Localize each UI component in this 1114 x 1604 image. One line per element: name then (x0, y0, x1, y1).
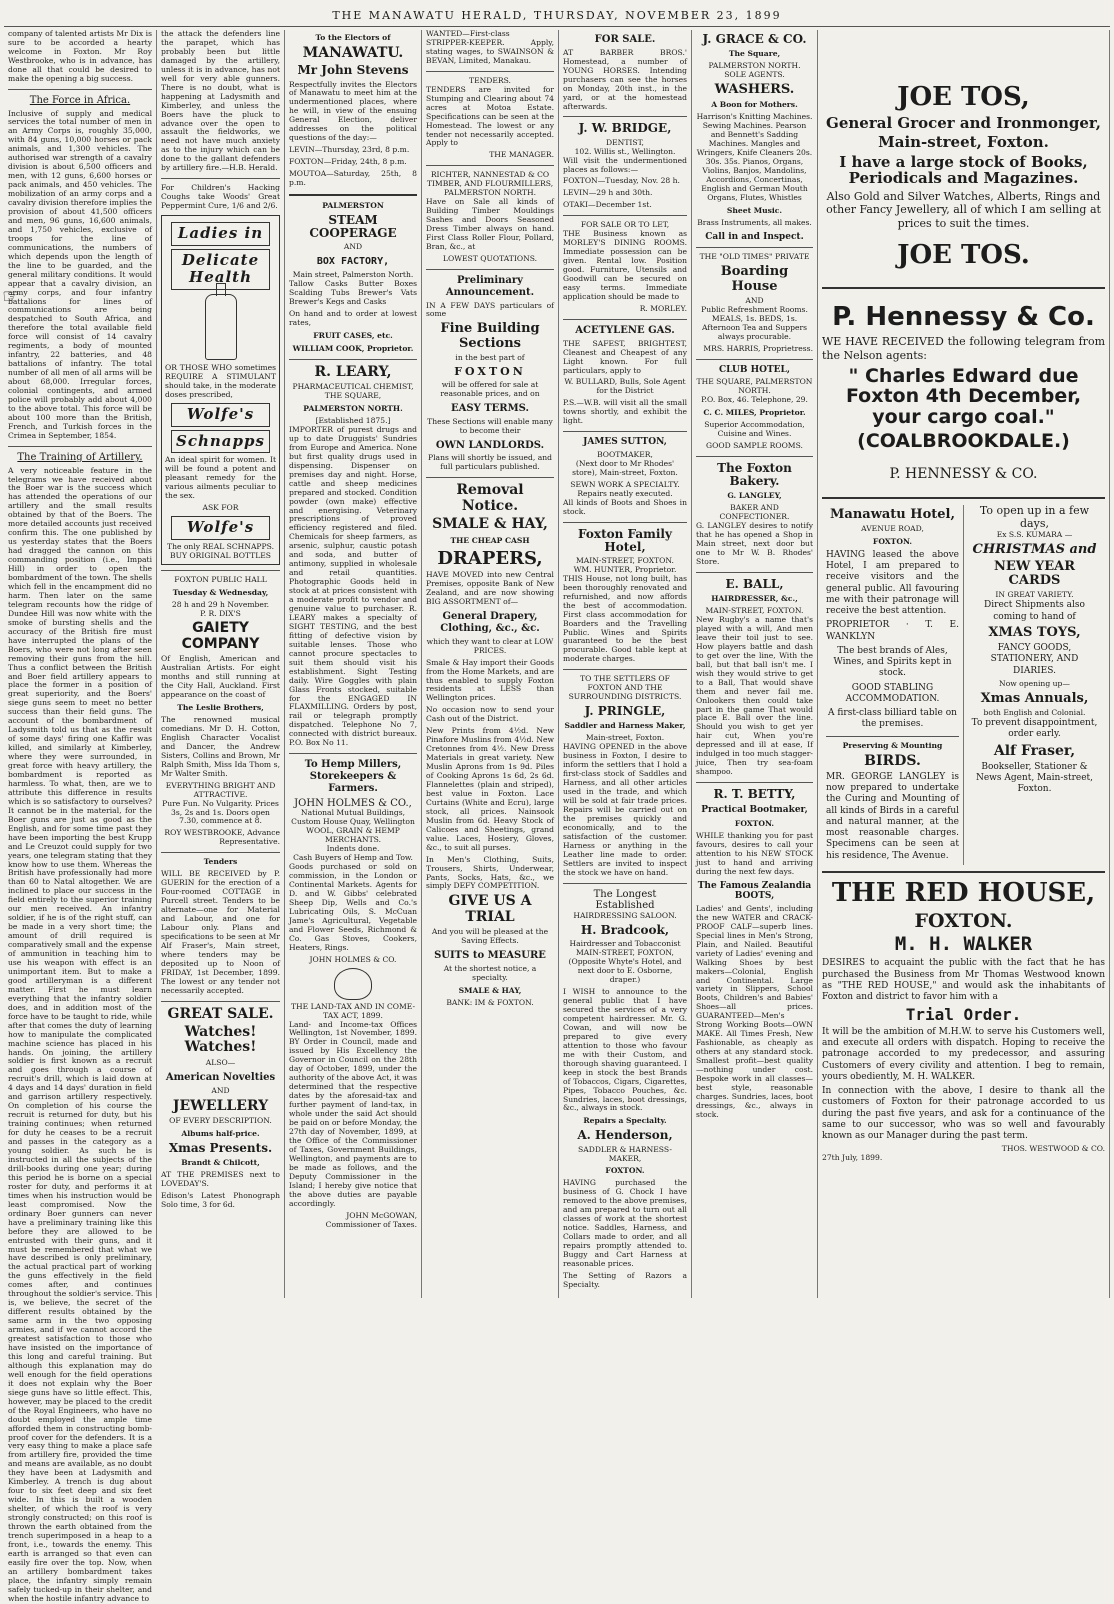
fraser-ad (964, 505, 1105, 865)
betty-foxton: FOXTON. (734, 818, 775, 828)
artillery-heading: The Training of Artillery. (17, 451, 143, 463)
easy-terms: EASY TERMS. (450, 402, 529, 414)
ask-for: ASK FOR (202, 503, 239, 513)
removal-notice: Removal Notice. (456, 482, 524, 514)
holmes-address: National Mutual Buildings, Custom House Quay, Wellington (291, 808, 415, 827)
brandt-chilcott: Brandt & Chilcott, (181, 1157, 260, 1167)
acetylene-text: THE SAFEST, BRIGHTEST, Cleanest and Cheapest of any Light known. For full particulars, apply to (563, 338, 687, 375)
manawatu-hotel-ad (822, 505, 964, 865)
hennessy-2: P. HENNESSY & CO. (889, 466, 1038, 483)
hennessy: P. Hennessy & Co. (832, 302, 1095, 333)
watches: Watches! Watches! (184, 1024, 257, 1056)
only-real-schnapps: The only REAL SCHNAPPS. (167, 541, 274, 551)
sheet-music: Sheet Music. (726, 205, 783, 215)
no-occasion: No occasion now to send your Cash out of the District. (426, 705, 554, 724)
razors: The Setting of Razors a Specialty. (563, 1270, 687, 1289)
foxton-bakery: The Foxton Bakery. (717, 460, 792, 489)
great-variety: IN GREAT VARIETY. (995, 590, 1074, 600)
repairs-neatly: Repairs neatly executed. (577, 488, 673, 498)
indents: Indents done. (326, 844, 380, 854)
american-novelties: American Novelties (165, 1071, 276, 1083)
gaiety-company: GAIETY COMPANY (181, 620, 260, 652)
albums: Albums half-price. (181, 1128, 260, 1138)
now-opening: Now opening up— (999, 678, 1070, 688)
telegram: WE HAVE RECEIVED the following telegram from the Nelson agents: (822, 335, 1105, 362)
bootmaker: BOOTMAKER, (597, 449, 653, 459)
sole-agents: SOLE AGENTS. (724, 70, 785, 80)
dentist-visits: Will visit the undermentioned places as follows:— (563, 155, 687, 174)
longest: The Longest Established (593, 888, 657, 912)
boon-mothers: A Boon for Mothers. (711, 100, 798, 110)
leary-text: IMPORTER of purest drugs and up to date Druggists' Sundries from Europe and America. None but first quality drugs used in dispensing. Dispenser on premises day and night. Horse, cattle and sheep medicines prepared and stocked. Condition powder (own make) effective and energising. Veterinary prescriptions of proved efficiency registered and filed. Chemicals for sheep farmers, as arsenic, sulphur, caustic potash and soda, and butter of antimony, supplied in wholesale and retail quantities. Photographic Goods held in stock at at prices consistent with a moderate profit to vendor and genuine value to purchaser. R. LEARY makes a specialty of SIGHT TESTING, and the best fitting of defective vision by suitable lenses. Those who cannot procure spectacles to suit them should visit his establishment. Sight Testing daily. Wire Goggles with plain Glass Fronts stocked, suitable for the ENGAGED IN FLAXMILLING. Orders by post, rail or telegraph promptly dispatched. Telephone No 7, connected with district bureaux. P.O. Box No 11. (289, 424, 417, 748)
william-cook: WILLIAM COOK, Proprietor. (292, 343, 414, 353)
wanted-ad: WANTED—First-class STRIPPER-KEEPER. Apply, stating wages, to SWAINSON & BEVAN, Limited, Manakau. (426, 29, 554, 65)
baker: BAKER AND CONFECTIONER. (719, 503, 790, 522)
hotel-address: MAIN-STREET, FOXTON. (576, 555, 674, 565)
every-description: OF EVERY DESCRIPTION. (169, 1115, 272, 1125)
fruit-cases: FRUIT CASES, etc. (313, 330, 393, 340)
column-7 (818, 30, 1110, 1298)
and-word: AND (211, 1085, 230, 1095)
john-holmes: JOHN HOLMES & CO., (294, 797, 412, 809)
club-address: THE SQUARE, PALMERSTON NORTH. (696, 377, 813, 396)
tax-text: Land- and Income-tax Offices Wellington, 1st November, 1899. BY Order in Council, made and issued by His Excellency the Governor in Council on the 28th day of October, 1899, under the authority of the above Act, it was determined that the respective dates by the aforesaid-tax and further payment of land-tax, in whole under the said Act should be paid on or before Monday, the 27th day of November, 1899, at the Office of the Commissioner of Taxes, Government Buildings, Wellington, and payments are to be made as follows, and the Deputy Commissioner in the Island; I hereby give notice that the above duties are payable accordingly. (289, 1019, 417, 1208)
box-factory: BOX FACTORY, (316, 256, 390, 268)
stevens-text: Respectfully invites the Electors of Manawatu to meet him at the undermentioned places, where he will, in view of the ensuing General Election, deliver addresses on the political questions of the day:— (289, 79, 417, 143)
sample-rooms: GOOD SAMPLE ROOMS. (706, 440, 803, 450)
bridge: J. W. BRIDGE, (578, 121, 672, 136)
lowest-quotations: LOWEST QUOTATIONS. (442, 253, 538, 263)
pointing-hand-icon: ☞ (2, 284, 20, 308)
joe-tos: JOE TOS, (897, 82, 1030, 112)
coat-of-arms-icon (334, 968, 372, 1000)
established: [Established 1875.] (315, 415, 391, 425)
levin-meeting: LEVIN—Thursday, 23rd, 8 p.m. (289, 145, 410, 155)
ball-hairdresser: HAIRDRESSER, &c., (711, 594, 798, 604)
artillery-text: A very noticeable feature in the telegrams we have received about the Boer war is the success which has attended the operations of our artillery and the small results obtained by that of the Boers. The more detailed accounts just received confirm this. The one published by us yesterday states that the Boers had dragged the cannon on this commanding position (i.e., Impati Hill) in order to open the bombardment of the town. The shells which fell in the encampment did no harm. Then later on the same telegram recounts how the ridge of Dundee Hill was now white with the smoke of bursting shells and the accuracy of the British fire must have interrupted the plans of the Boers, who were not long after seen removing their guns from the hill. Thus a conflict between the British and Boer field artillery appears to place the former in a position of great superiority, and the Boers' siege guns seem to meet no better success than their field guns. The account of the bombardment of Ladysmith told us that as the result of some days' firing one Kaffir was killed, and similarly at Kimberley, where they were surrounded, in great force with heavy artillery, the bombardment is reported as harmless. To what, then, are we to attribute this difference in results which is so satisfactory to ourselves? It cannot be in the material, for the Boer guns are just as good as the English, and for some time past they have been importing the best Krupp and Le Creuzot could supply for two years, one telegram stating that they know how to use them. Whereas the British have professionally had more than 60 to Natal altogether. We are inclined to place our success in the field entirely to the superior training our men received. An infantry soldier, if he is of the right stuff, can be made in a very short time; the amount of drill required is comparatively small and the expense of ammunition in teaching him to use his weapon with effect is an unimportant item. But to make a good artilleryman is a different matter. First he must learn everything that the infantry soldier does, and in addition most of the force have to be taught to ride, while after that comes the duty of learning how to manipulate the complicated machine science has placed in his hands. On joining, the artillery soldier is first known as a recruit and goes through a course of recruit's drill, which is laid down at 4 days and 14 days' duration in field and garrison artillery respectively. On completion of his course the recruit is returned for duty, but his training continues; when returned for duty he ceases to be a recruit and passes in the category as a young soldier. As such he is instructed in all the subjects of the drill-books during one year; during this period he is borne on a special roster for duty, and performs it at times when his instruction would be least compromised. Now the ordinary Boer gunners can never have a preliminary training like this before they are allowed to be entrusted with their guns, and it must be remembered that what we have described is only preliminary, the actual practical part of working the guns effectively in the field comes after, and continues throughout the soldier's service. This is, we believe, the secret of the different results obtained by the same arm in the two opposing armies, and if we cannot accord the greatest satisfaction to those who have insisted on the importance of this long and careful training. But although this explanation may do well enough for the field operations it does not explain why the Boer siege guns have so little effect. This, however, may be placed to the credit of the Royal Engineers, who have no doubt employed the ample time afforded them in constructing bomb-proof cover for the defenders. It is a very easy thing to make a place safe from artillery fire, provided the time and means are available, as no doubt they have been at Ladysmith and Kimberley. A trench is dug about four to six feet deep and six feet wide. In this is built a wooden shelter, of which the roof is very strongly constructed; on this roof is thrown the earth obtained from the trench superimposed in a heap to a front, i.e., towards the enemy. This earth is arranged so that even can easily fire over the top. Now, when an artillery bombardment takes place, the infantry simply remain safely tucked-up in their shelter, and when the hostile infantry advance to (8, 465, 152, 1603)
wolfes-logo: Wolfe's (171, 516, 270, 540)
george-langley: MR. GEORGE LANGLEY is now prepared to undertake the Curing and Mounting of all kinds of Birds in a careful and natural manner, at the most reasonable charges. Specimens can be seen at his residence, The Avenue. (826, 771, 959, 861)
fancy-goods: FANCY GOODS, STATIONERY, AND DIARIES. (990, 643, 1079, 676)
manawatu: MANAWATU. (302, 44, 404, 61)
few-days: IN A FEW DAYS particulars of some (426, 300, 554, 319)
great-sale: GREAT SALE. (167, 1005, 274, 1022)
offered-for-sale: will be offered for sale at reasonable prices, and on (440, 380, 540, 399)
dentist-levin: LEVIN—29 h and 30th. (563, 188, 653, 198)
saddler: Saddler and Harness Maker, (564, 721, 686, 731)
original-bottles: BUY ORIGINAL BOTTLES (169, 550, 271, 560)
trial-order: Trial Order. (905, 1005, 1022, 1025)
ambition-text: It will be the ambition of M.H.W. to serve his Customers well, and execute all orders with dispatch. Hoping to receive the patronage accorded to my predecessor, and assuring Customers of every civility and attention. I beg to remain, yours obediently, M. H. WALKER. (822, 1026, 1105, 1082)
mens-clothing: In Men's Clothing, Suits, Trousers, Shirts, Underwear, Pants, Socks, Hats, &c., we simply DEFY COMPETITION. (426, 854, 554, 891)
column-6 (692, 30, 818, 1298)
pringle-text: HAVING OPENED in the above business in Foxton, I desire to inform the settlers that I hold a first-class stock of Saddles and Harness, and all other articles used in the trade, and which will be sold at fair trade prices. Repairs will be carried out on the premises quickly and economically, and to the satisfaction of the customer. Harness or anything in the Leather line made to order. Settlers are invited to inspect the stock we have on hand. (563, 742, 687, 877)
best-brands: The best brands of Ales, Wines, and Spirits kept in stock. (833, 645, 952, 679)
richter: RICHTER, NANNESTAD & CO TIMBER, AND FLOURMILLERS, (426, 170, 554, 189)
john-stevens: Mr John Stevens (297, 63, 409, 78)
column-2 (157, 30, 285, 1298)
hotel-text: THIS House, not long built, has been thoroughly renovated and refurnished, and now affords the best of accommodation. First class accommodation for Boarders and the Travelling Public. Wines and Spirits guaranteed to be the best procurable. Good table kept at moderate charges. (563, 573, 687, 664)
old-times: THE "OLD TIMES" PRIVATE (699, 252, 810, 262)
stumping-tender: TENDERS are invited for Stumping and Clearing about 74 acres at Motoa Estate. Specifications can be seen at the Homestead. The lowest or any tender not necessarily accepted. Apply to (426, 84, 554, 148)
refreshment: Public Refreshment Rooms. (701, 304, 808, 314)
cooperage-products: Tallow Casks Butter Boxes Scalding Tubs Brewer's Vats Brewer's Kegs and Casks (289, 279, 417, 306)
steam-cooperage: STEAM COOPERAGE (309, 212, 397, 241)
shortest-notice: At the shortest notice, a specialty. (443, 963, 537, 982)
moutoa-meeting: MOUTOA—Saturday, 25th, 8 p.m. (289, 169, 417, 188)
new-prints: New Prints from 4½d. New Pinafore Muslins from 4½d. New Cretonnes from 4½. New Dress Materials in great variety. New Muslin Aprons from 1s 9d. Piles of Cooking Aprons 1s 6d, 2s 6d. Flannelettes (plain and striped), best value in Foxton. Lace Curtains (White and Ecru), large stock, all prices. Nainsook Muslin from 6d. Heavy Stock of Calicoes and Sheetings, grand value. Laces, Hosiery, Gloves, &c., to suit all purses. (426, 726, 554, 852)
machines: Harrison's Knitting Machines. Sewing Machines. Pearson and Bennett's Sadding Machines. Mangles and Wringers, Knife Cleaners 20s. 30s. 35s. Pianos, Organs, Violins, Banjos, Mandolins, Accordions, Concertinas, English and German Mouth Organs, Flutes, Whistles (696, 112, 813, 202)
column-4 (422, 30, 559, 1298)
xmas-toys: XMAS TOYS, (988, 624, 1081, 640)
artillery-continued: the attack the defenders line the parapet, which has probably been but little damaged by the artillery, unless it is in advance, has not well for very able gunners. There is no doubt, what is happening at Ladysmith and Kimberley, and unless the Boers have the pluck to advance over the open to assault the fieldworks, we need not have much anxiety as to the injury which can be done to the gallant defenders by artillery fire.—H.B. Herald. (161, 29, 280, 173)
schnapps-heading: Schnapps (171, 430, 270, 454)
palmerston: PALMERSTON (322, 201, 384, 211)
club-hotel: CLUB HOTEL, (719, 364, 790, 375)
morley-text: THE Business known as MORLEY'S DINING ROOMS. Immediate possession can be given. Rental low. Position good. Furniture, Utensils and Goodwill can be secured on easy terms. Immediate application should be made to (563, 229, 687, 301)
give-trial: GIVE US A TRIAL (448, 893, 532, 925)
show-prices: Pure Fun. No Vulgarity. Prices 3s, 2s and 1s. Doors open 7.30, commence at 8. (162, 798, 279, 826)
building-sections: Fine Building Sections (440, 321, 540, 351)
stabling: GOOD STABLING ACCOMMODATION. (845, 682, 940, 704)
sutton: JAMES SUTTON, (583, 437, 667, 448)
betty-text: WHILE thanking you for past favours, desires to call your attention to his NEW STOCK just to hand and arriving during the next few days. (696, 830, 813, 876)
saddler-2: SADDLER & HARNESS-MAKER, (578, 1144, 672, 1163)
coalbrookdale: (COALBROOKDALE.) (857, 430, 1070, 453)
willis-st: 102. Willis st., Wellington. (574, 146, 676, 156)
delicate-health-heading: Delicate Health (171, 249, 270, 290)
ideal-spirit-text: An ideal spirit for women. It will be found a potent and pleasant remedy for the various ailments peculiar to the sex. (165, 455, 276, 501)
tax-act: THE LAND-TAX AND IN COME-TAX ACT, 1899. (290, 1001, 416, 1020)
masthead (4, 4, 1110, 27)
column-5 (559, 30, 692, 1298)
stimulant-text: OR THOSE WHO sometimes REQUIRE A STIMULANT should take, in the moderate doses prescribed, (165, 363, 276, 400)
preliminary: Preliminary Announcement. (445, 274, 535, 298)
pringle: J. PRINGLE, (584, 704, 666, 719)
edison: Edison's Latest Phonograph Solo time, 3 for 6d. (161, 1190, 280, 1209)
everything-bright: EVERYTHING BRIGHT AND ATTRACTIVE. (165, 780, 276, 799)
joe-tos-2: JOE TOS. (897, 239, 1030, 270)
suits-to-measure: SUITS to MEASURE (434, 950, 546, 962)
hairdresser: Hairdresser and Tobacconist (569, 939, 681, 949)
avenue-road: AVENUE ROAD, (861, 523, 924, 533)
holmes-sign: JOHN HOLMES & CO. (309, 954, 397, 964)
bookseller: Bookseller, Stationer & News Agent, Main-street, Foxton. (975, 761, 1094, 795)
bradcook: H. Bradcook, (580, 923, 670, 938)
christmas-cards: CHRISTMAS and (972, 541, 1097, 557)
grocer: General Grocer and Ironmonger, (826, 113, 1101, 132)
afternoon-tea: Afternoon Tea and Suppers always procurable. (701, 322, 808, 341)
call-inspect: Call in and Inspect. (705, 231, 804, 242)
acetylene: ACETYLENE GAS. (575, 324, 675, 336)
bradcook-text: I WISH to announce to the general public that I have secured the services of a very competent hairdresser. Mr. G. Cowan, and will now be prepared to give every attention to those who favour me with their Custom, and thorough shaving guaranteed. I keep in stock the best Brands of Tobaccos, Cigars, Cigarettes, Pipes, Tobacco Pouches, &c. Sundries, laces, boot dressings, &c., always in stock. (563, 987, 687, 1113)
saloon: HAIRDRESSING SALOON. (573, 911, 677, 921)
show-dates: 28 h and 29 h November. (171, 599, 270, 609)
family-hotel: Foxton Family Hotel, (578, 526, 672, 554)
zealandia-text: Ladies' and Gents', including the new WATER and CRACK-PROOF CALF—superb lines. Special lines in Men's Strong, Plain, and Nailed. Beautiful variety of Ladies' evening and Walking Shoes by best makers—Colonial, English and Continental. Large variety in Slippers, School Boots, Children's and Babies' Shoes—all prices. GUARANTEED—Men's Strong Working Boots—OWN MAKE. All Times Fresh, New Fashionable, as cheaply as others at any standard stock. Smallest profit—best quality—nothing under cost. Bespoke work in all classes—best style, reasonable charges. Sundries, laces, boot dressings, &c., always in stock. (696, 903, 813, 1119)
richter-pn: PALMERSTON NORTH. (443, 188, 537, 198)
thanks-text: In connection with the above, I desire to thank all the customers of Foxton for their patronage accorded to us during the past five years, and ask for a continuance of the same to our successor, who was so well and favourably known as our Manager during the past term. (822, 1086, 1105, 1142)
masthead-title: THE MANAWATU HERALD, THURSDAY, NOVEMBER 23, 1899 (332, 8, 782, 22)
birds: BIRDS. (864, 752, 921, 769)
watches-jewellery: Also Gold and Silver Watches, Alberts, Rings and other Fancy Jewellery, all of which I am selling at prices to suit the times. (826, 189, 1101, 231)
holmes-goods: Goods purchased or sold on commission, in the London or Continental Markets. Agents for D. and W. Gibbs' celebrated Sheep Dip, Wells and Co.'s Lubricating Oils, S. McCuan Jame's Agricultural, Vegetable and Flower Seeds, Richmond & Co. Gas Stoves, Cookers, Heaters, Rings. (289, 862, 417, 952)
leary-pn: PALMERSTON NORTH. (303, 404, 403, 414)
the-manager: THE MANAGER. (489, 150, 554, 160)
kumara: Ex S.S. KUMARA — (996, 529, 1073, 539)
cough-notice: For Children's Hacking Coughs take Woods' Great Peppermint Cure, 1/6 and 2/6. (161, 183, 280, 211)
hotel-foxton: FOXTON. (872, 536, 913, 546)
saving-effects: And you will be pleased at the Saving Effects. (431, 927, 549, 946)
henderson: A. Henderson, (577, 1128, 673, 1143)
cheap-cash: THE CHEAP CASH (450, 535, 530, 545)
superior: Superior Accommodation, Cuisine and Wines. (704, 420, 805, 438)
meals: MEALS, 1s. BEDS, 1s. (711, 313, 798, 323)
smale-hay: SMALE & HAY, (432, 516, 548, 533)
westwood: THOS. WESTWOOD & CO. (1001, 1144, 1105, 1154)
joe-main-street: Main-street, Foxton. (878, 133, 1049, 152)
foxton-meeting: FOXTON—Friday, 24th, 8 p.m. (289, 157, 407, 167)
jewellery: JEWELLERY (172, 1097, 269, 1114)
leslie-text: The renowned musical comedians. Mr D. H. Cotton, English Character Vocalist and Dancer, the Andrew Sisters, Collins and Brown, Mr Ralph Smith, Miss Ida Thom s, Mr Walter Smith. (161, 714, 280, 778)
moved-text: HAVE MOVED into new Central Premises, opposite Bank of New Zealand, and are now showing BIG ASSORTMENT of— (426, 570, 554, 607)
sale-or-let: FOR SALE OR TO LET, (580, 220, 670, 230)
preserving: Preserving & Mounting (842, 740, 943, 750)
repairs-specialty: Repairs a Specialty. (583, 1116, 667, 1126)
manawatu-hotel: Manawatu Hotel, (830, 506, 955, 522)
general-drapery: General Drapery, Clothing, &c., &c. (440, 611, 540, 634)
langley-text: G. LANGLEY desires to notify that he has opened a Shop in Main street, next door but one to Mr W. B. Rhodes' Store. (696, 521, 813, 566)
bradcook-address: MAIN-STREET, FOXTON, (Opposite Whyte's Hotel, and next door to E. Osborne, draper.) (568, 948, 682, 985)
barber-horses: AT BARBER BROS.' Homestead, a number of YOUNG HORSES. Intending purchasers can see the horses on Monday, 20th inst., in the yard, or at the homestead afterwards. (563, 47, 687, 111)
own-landlords: OWN LANDLORDS. (435, 439, 545, 451)
xmas-presents: Xmas Presents. (168, 1140, 273, 1155)
westwood-date: 27th July, 1899. (822, 1153, 883, 1163)
grace-square: The Square, (728, 49, 781, 59)
wanklyn: PROPRIETOR · T. E. WANKLYN (826, 620, 959, 642)
gaiety-text: Of English, American and Australian Artists. For eight months and still running at the City Hall, Auckland. First appearance on the coast of (161, 654, 280, 700)
english-colonial: both English and Colonial. (983, 708, 1086, 718)
ball-address: MAIN-STREET, FOXTON. (705, 606, 804, 616)
red-house-foxton: FOXTON. (914, 909, 1013, 932)
alf-fraser: Alf Fraser, (993, 742, 1076, 759)
leased-text: HAVING leased the above Hotel, I am prepared to receive visitors and the general public. All favouring me with their patronage will receive the best attention. (826, 549, 959, 617)
grace-pn: PALMERSTON NORTH. (708, 61, 801, 71)
schnapps-bottle-icon (205, 294, 237, 360)
grace: J. GRACE & CO. (702, 32, 807, 46)
club-box: P.O. Box, 46. Telephone, 29. (701, 395, 808, 405)
column-1 (2, 29, 157, 1603)
sutton-address: (Next door to Mr Rhodes' store), Main-street, Foxton. (572, 458, 678, 477)
and-word-3: AND (745, 295, 764, 305)
chemist: PHARMACEUTICAL CHEMIST, (292, 382, 414, 392)
new-year-cards: NEW YEAR CARDS (994, 558, 1075, 589)
order-early: To prevent disappointment, order early. (971, 718, 1098, 740)
schnapps-ad (161, 215, 280, 565)
bullard: W. BULLARD, Bulls, Sole Agent for the District (564, 377, 686, 396)
westbrooke: ROY WESTBROOKE, Advance Representative. (164, 828, 280, 847)
sewn-work: SEWN WORK A SPECIALTY. (570, 479, 680, 489)
cash-buyers: Cash Buyers of Hemp and Tow. (293, 853, 413, 863)
leslie-brothers: The Leslie Brothers, (177, 703, 264, 713)
red-house: THE RED HOUSE, (831, 877, 1096, 908)
column-3 (285, 30, 422, 1298)
coal-quote: " Charles Edward due Foxton 4th December, your cargo coal." (845, 364, 1082, 429)
cooperage-rates: On hand and to order at lowest rates, (289, 308, 417, 327)
wool-merchants: WOOL, GRAIN & HEMP MERCHANTS. (306, 826, 400, 845)
import-text: Smale & Hay import their Goods from the Home Markets, and are thus enabled to supply Foxton residents at LESS than Wellington prices. (426, 657, 554, 703)
books-periodicals: I have a large stock of Books, Periodicals and Magazines. (839, 152, 1088, 188)
hemp-millers: To Hemp Millers, Storekeepers & Farmers. (304, 759, 402, 794)
dix-presents: P. R. DIX'S (200, 608, 241, 618)
ball-verse: New Rugby's a name that's played with a will, And men leave their toil just to see. How players battle and dash to get over the line, With the ball, but that ball isn't me. I wish they would strive to get to a Ball, That would shave them and never fail me. Onlookers then could take part in the game That would place E. Ball over the line. Should you wish to get yer hair cut, When you're depressed and ill at ease, If indulged in too much stagger-juice, Then try sea-foam shampoo. (696, 614, 813, 777)
miles: C. C. MILES, Proprietor. (703, 408, 806, 418)
ladies-heading: Ladies in (171, 222, 270, 246)
dentist-otaki: OTAKI—December 1st. (563, 200, 652, 210)
column-7-split (822, 505, 1105, 865)
boots-stock: All kinds of Boots and Shoes in stock. (563, 497, 687, 516)
dentist-foxton: FOXTON—Tuesday, Nov. 28 h. (563, 176, 680, 186)
practical-bootmaker: Practical Bootmaker, (701, 805, 808, 816)
best-part: in the best part of (455, 353, 525, 363)
dentist: DENTIST, (606, 137, 644, 147)
hunter: WM. HUNTER, Proprietor. (573, 564, 677, 574)
for-sale: FOR SALE. (594, 34, 656, 45)
henderson-text: HAVING purchased the business of G. Chock I have removed to the above premises, and am prepared to turn out all classes of work at the shortest notice. Saddles, Harness, and Collars made to order, and all repairs promptly attended to. Buggy and Cart Harness at reasonable prices. (563, 1178, 687, 1268)
harris: MRS. HARRIS, Proprietress. (703, 343, 813, 353)
desires-text: DESIRES to acquaint the public with the fact that he has purchased the Business from Mr Thomas Westwood known as "THE RED HOUSE," and would ask the inhabitants of Foxton and district to favor him with a (822, 958, 1105, 1003)
washers: WASHERS. (714, 82, 795, 98)
e-ball: E. BALL, (725, 576, 784, 591)
brass: Brass Instruments, all makes. (697, 217, 812, 227)
betty: R. T. BETTY, (713, 787, 796, 802)
billiard: A first-class billiard table on the premises. (828, 708, 957, 730)
settlers: TO THE SETTLERS OF FOXTON AND THE SURROUNDING DISTRICTS. (568, 674, 682, 702)
pringle-address: Main-street, Foxton. (585, 733, 665, 743)
leary: R. LEARY, (314, 363, 392, 380)
premises: AT THE PREMISES next to LOVEDAY'S. (161, 1169, 280, 1188)
foxton-sections: FOXTON (454, 364, 526, 378)
boarding-house: Boarding House (720, 264, 789, 294)
tenders-heading: Tenders (203, 857, 238, 867)
open-up: To open up in a few days, (979, 503, 1090, 530)
tenders-text: WILL BE RECEIVED by P. GUERIN for the erection of a Four-roomed COTTAGE in Purcell street. Tenders to be alternate—one for Material and Labour, and one for Labour only. Plans and specifications to be seen at Mr Alf Fraser's, Main street, where tenders may be deposited up to Noon of FRIDAY, 1st December, 1899. The lowest or any tender not necessarily accepted. (161, 869, 280, 995)
clear-low-prices: which they want to clear at LOW PRICES. (426, 636, 554, 655)
zealandia: The Famous Zealandia BOOTS, (697, 880, 812, 902)
smale-hay-2: SMALE & HAY, (458, 985, 522, 995)
public-hall: FOXTON PUBLIC HALL (174, 574, 267, 584)
dix-intro: company of talented artists Mr Dix is sure to be accorded a hearty welcome in Foxton. Mr Roy Westbrooke, who is in advance, has done all that could be desired to make the opening a big success. (8, 29, 152, 83)
mcgowan: JOHN McGOWAN, Commissioner of Taxes. (325, 1210, 417, 1229)
force-africa-heading: The Force in Africa. (29, 94, 131, 106)
wolfes-heading: Wolfe's (171, 403, 270, 427)
g-langley: G. LANGLEY, (727, 491, 782, 501)
xmas-annuals: Xmas Annuals, (980, 690, 1089, 706)
tenders-heading-2: TENDERS. (469, 75, 511, 85)
and-word-2: AND (343, 242, 363, 252)
cooperage-address: Main street, Palmerston North. (292, 270, 414, 280)
morley-sign: R. MORLEY. (639, 303, 687, 313)
direct-shipments: Direct Shipments also coming to hand of (984, 600, 1085, 622)
also: ALSO— (205, 1057, 236, 1067)
force-africa-text: Inclusive of supply and medical services the total number of men in an Army Corps is, roughly 35,000, with 84 guns, 10,000 horses or pack animals, and 1,300 vehicles. The authorised war strength of a cavalry division is about 6,500 officers and men, with 12 guns, 6,600 horses or pack animals, and 450 vehicles. The mobilization of an army corps and a cavalry division therefore implies the provision of about 41,500 officers and men, 96 guns, 16,600 animals, and 1,750 vehicles, exclusive of troops for the line of communications, the numbers of which depends upon the length of the line to be guarded, and the general military conditions. It would appear that a cavalry division, an army corps, and four infantry battalions for lines of communications are being despatched to South Africa, and therefore the total available field force will consist of 14 cavalry regiments, a body of mounted infantry, 22 batteries, and 48 battalions of infantry. The total number of all men of all arms will be about 68,000. Irregular forces, colonial contingents, and armed police will probably add about 4,000 to the above total. This force will be about 100 more than the British, French, and Turkish forces in the Crimea in September, 1854. (8, 108, 152, 440)
m-h-walker: M. H. WALKER (894, 933, 1033, 956)
enable-many: These Sections will enable many to become their (427, 416, 553, 435)
henderson-foxton: FOXTON. (605, 1166, 645, 1176)
timber-list: Have on Sale all kinds of Building Timber Mouldings Sashes and Doors Seasoned Dress Timber always on hand. First Class Roller Flour, Pollard, Bran, &c., at (426, 197, 554, 252)
electors-heading: To the Electors of (315, 33, 391, 42)
leary-square: THE SQUARE, (324, 391, 382, 401)
bullard-ps: P.S.—W.B. will visit all the small towns shortly, and exhibit the light. (563, 398, 687, 426)
show-days: Tuesday & Wednesday, (172, 587, 269, 597)
plans-issued: Plans will shortly be issued, and full particulars published. (428, 453, 552, 472)
drapers: DRAPERS, (437, 547, 543, 569)
smale-address: BANK: IM & FOXTON. (446, 997, 534, 1007)
